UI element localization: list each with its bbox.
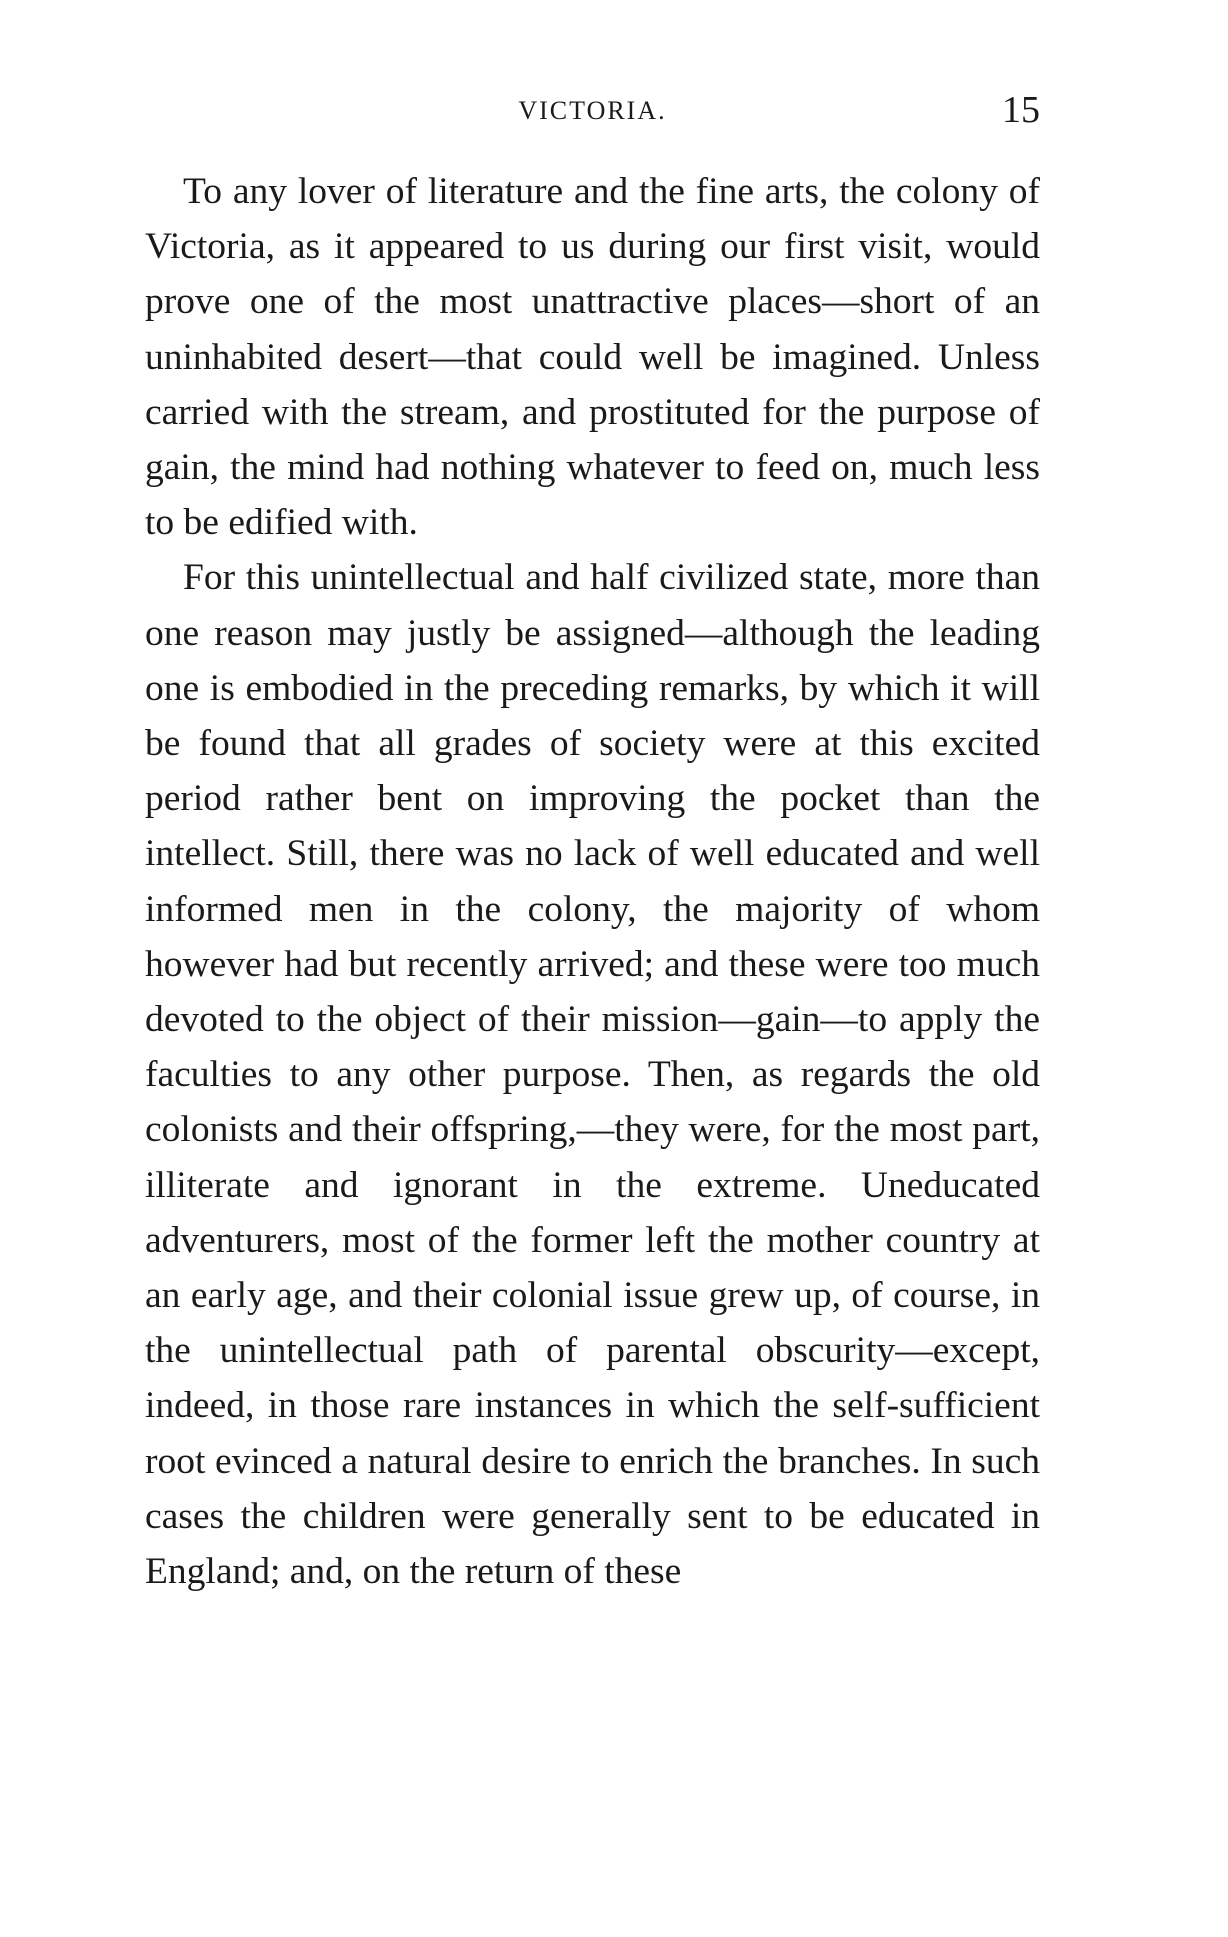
paragraph: To any lover of literature and the fine arts, the colony of Victoria, as it appeared to us during our first visit, would prove one of the most unattractive places—short of an uninhabited desert—that could well be imagined. Unless carried with the stream, and prostituted for the purpose of gain, the mind had nothing whatever to feed on, much less to be edified with. bbox=[145, 171, 1040, 544]
page-number: 15 bbox=[1002, 89, 1040, 131]
running-title: VICTORIA. bbox=[518, 96, 667, 125]
body-text bbox=[145, 164, 1040, 1599]
paragraph: For this unintellectual and half civilized state, more than one reason may justly be assigned—although the leading one is embodied in the preceding remarks, by which it will be found that all grades of society were at this excited period rather bent on improving the pocket than the intellect. Still, there was no lack of well educated and well informed men in the colony, the majority of whom however had but recently arrived; and these were too much devoted to the object of their mission—gain—to apply the faculties to any other purpose. Then, as regards the old colonists and their offspring,—they were, for the most part, illiterate and ignorant in the extreme. Uneducated adventurers, most of the former left the mother country at an early age, and their colonial issue grew up, of course, in the unintellectual path of parental obscurity—except, indeed, in those rare instances in which the self-sufficient root evinced a natural desire to enrich the branches. In such cases the children were generally sent to be educated in England; and, on the return of these bbox=[145, 557, 1040, 1593]
running-head bbox=[145, 88, 1040, 138]
